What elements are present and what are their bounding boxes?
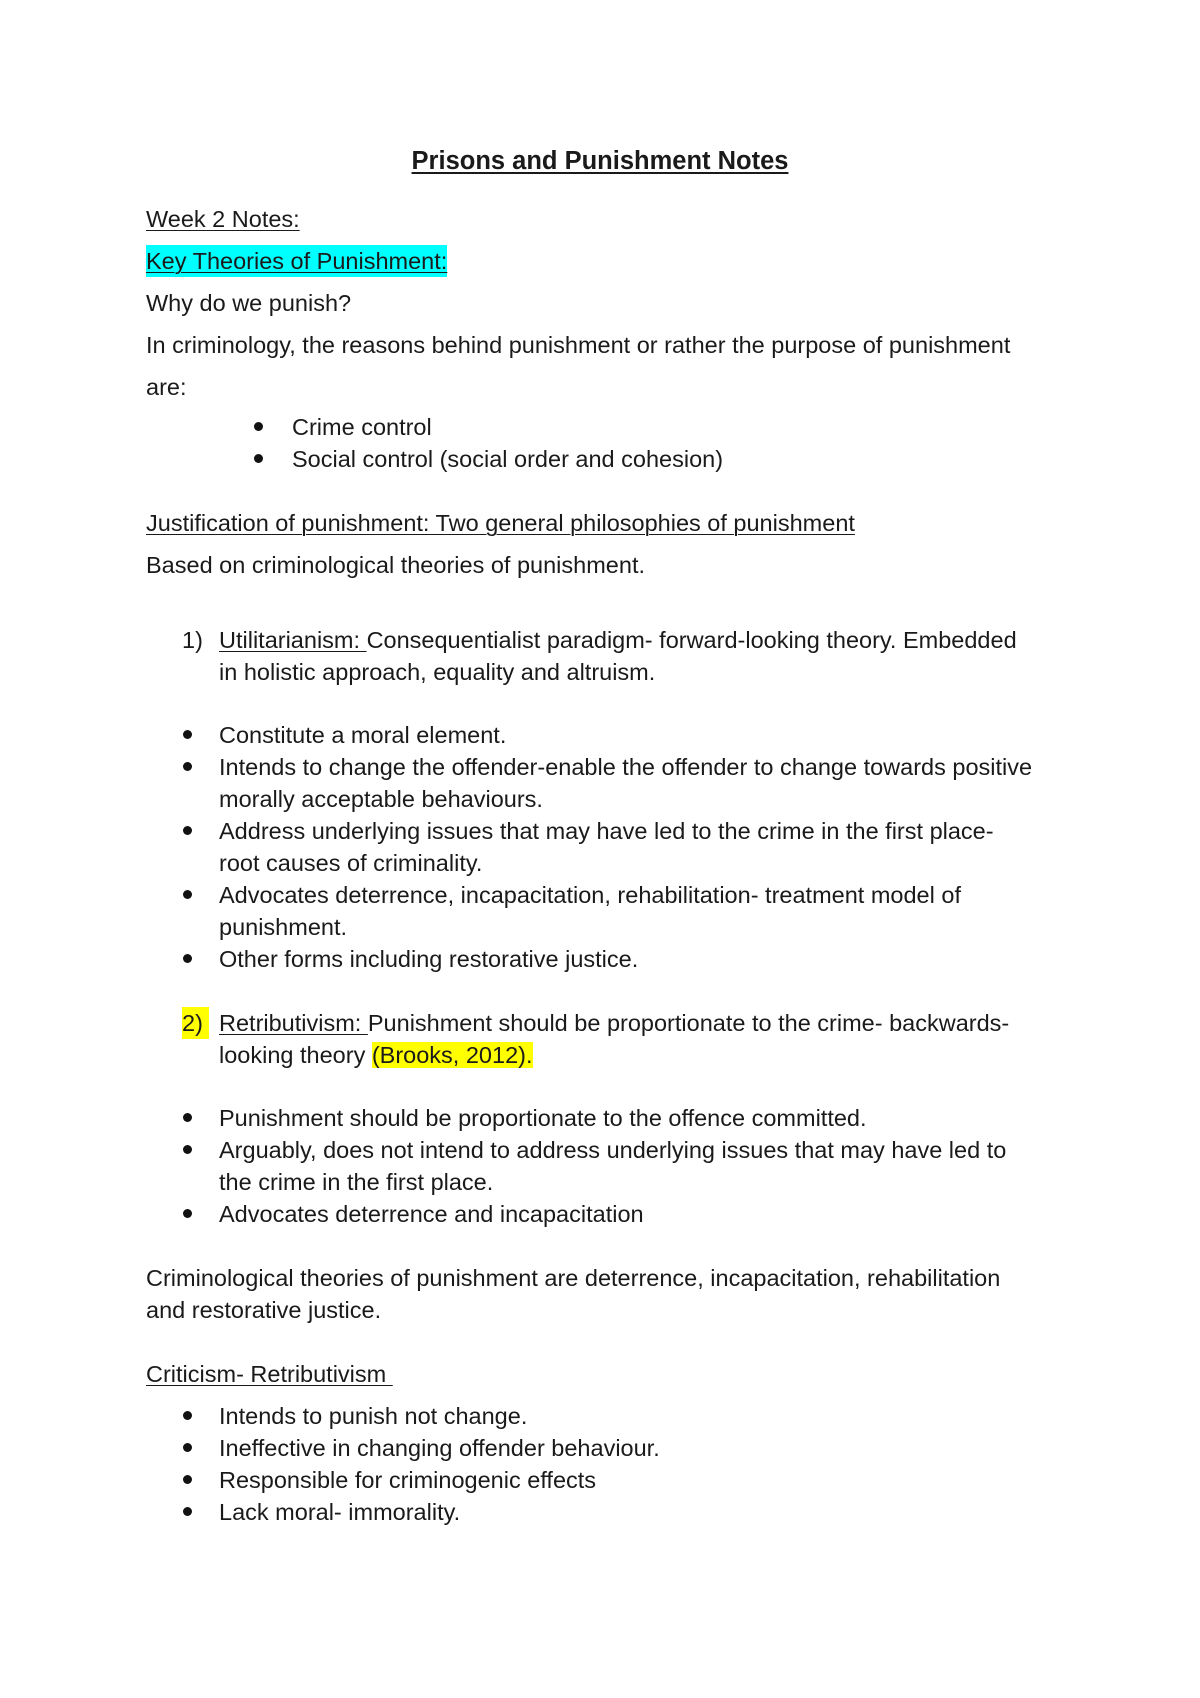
list-item: Advocates deterrence, incapacitation, rehabilitation- treatment model of	[219, 882, 961, 908]
retributivism-definition: Punishment should be proportionate to the crime- backwards-	[367, 1010, 1010, 1036]
list-item: Punishment should be proportionate to the offence committed.	[219, 1105, 867, 1131]
list-item: Address underlying issues that may have led to the crime in the first place-	[219, 818, 994, 844]
bullet-icon	[183, 890, 192, 899]
utilitarianism-definition: Consequentialist paradigm- forward-looking theory. Embedded	[366, 627, 1017, 653]
list-item: Ineffective in changing offender behaviour.	[219, 1435, 660, 1461]
summary-line1: Criminological theories of punishment are deterrence, incapacitation, rehabilitation	[146, 1265, 1001, 1291]
list-item: Crime control	[292, 414, 432, 440]
list-item-continuation: the crime in the first place.	[219, 1169, 494, 1195]
citation: (Brooks, 2012).	[371, 1042, 533, 1068]
summary-line2: and restorative justice.	[146, 1297, 382, 1323]
criticism-heading: Criticism- Retributivism	[146, 1361, 393, 1387]
list-item: Intends to change the offender-enable the offender to change towards positive	[219, 754, 1033, 780]
week-heading: Week 2 Notes:	[146, 206, 300, 232]
key-theories-heading: Key Theories of Punishment:	[146, 245, 447, 277]
list-item: Lack moral- immorality.	[219, 1499, 461, 1525]
bullet-icon	[183, 1443, 192, 1452]
utilitarianism-line2: in holistic approach, equality and altruism.	[219, 659, 656, 685]
list-item: Responsible for criminogenic effects	[219, 1467, 597, 1493]
bullet-icon	[254, 422, 263, 431]
based-on-text: Based on criminological theories of punishment.	[146, 552, 645, 578]
bullet-icon	[183, 762, 192, 771]
list-item-continuation: root causes of criminality.	[219, 850, 483, 876]
bullet-icon	[183, 1507, 192, 1516]
retributivism-line1	[219, 1007, 1009, 1039]
bullet-icon	[183, 1475, 192, 1484]
document-title: Prisons and Punishment Notes	[411, 147, 789, 175]
bullet-icon	[183, 1113, 192, 1122]
intro-text-line1: In criminology, the reasons behind punishment or rather the purpose of punishment	[146, 332, 1011, 358]
retributivism-number: 2)	[182, 1007, 209, 1039]
bullet-icon	[183, 1411, 192, 1420]
bullet-icon	[183, 1209, 192, 1218]
utilitarianism-number: 1)	[182, 627, 203, 653]
list-item: Intends to punish not change.	[219, 1403, 528, 1429]
utilitarianism-term: Utilitarianism:	[219, 627, 367, 653]
list-item: Constitute a moral element.	[219, 722, 507, 748]
retributivism-line2	[219, 1039, 533, 1071]
retributivism-line2-text: looking theory	[219, 1042, 372, 1068]
retributivism-term: Retributivism:	[219, 1010, 368, 1036]
utilitarianism-line1	[219, 624, 1017, 656]
bullet-icon	[183, 1145, 192, 1154]
bullet-icon	[254, 454, 263, 463]
bullet-icon	[183, 954, 192, 963]
question-text: Why do we punish?	[146, 290, 352, 316]
list-item: Arguably, does not intend to address underlying issues that may have led to	[219, 1137, 1007, 1163]
list-item: Advocates deterrence and incapacitation	[219, 1201, 644, 1227]
intro-text-line2: are:	[146, 374, 187, 400]
list-item-continuation: morally acceptable behaviours.	[219, 786, 543, 812]
justification-heading: Justification of punishment: Two general philosophies of punishment	[146, 510, 855, 536]
bullet-icon	[183, 730, 192, 739]
list-item-continuation: punishment.	[219, 914, 348, 940]
list-item: Social control (social order and cohesion)	[292, 446, 724, 472]
bullet-icon	[183, 826, 192, 835]
list-item: Other forms including restorative justice.	[219, 946, 639, 972]
